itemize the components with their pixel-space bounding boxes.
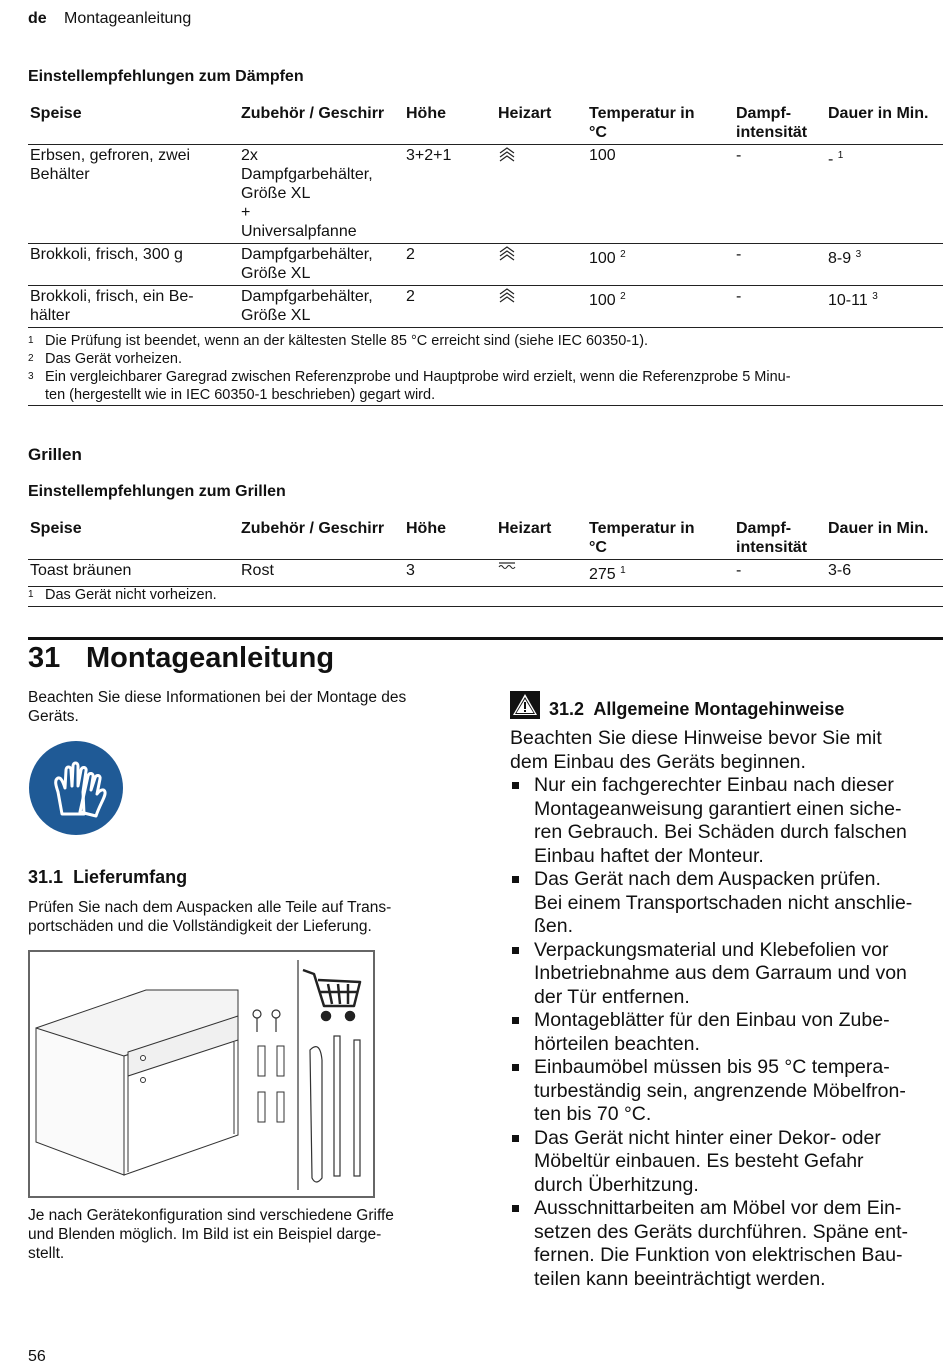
divider xyxy=(28,606,943,607)
page-number: 56 xyxy=(28,1348,46,1365)
installation-notes-list xyxy=(510,774,945,1291)
table-row: Brokkoli, frisch, ein Be- hälter Dampfgarbehälter, Größe XL 2 100 $^2$ - 10-11 $^3$ xyxy=(28,286,943,328)
delivery-scope-illustration xyxy=(28,950,376,1200)
illustration-caption: Je nach Gerätekonfiguration sind verschiedene Griffe und Blenden möglich. Im Bild ist ein Beispiel darge- stellt. xyxy=(28,1207,394,1262)
list-item: Das Gerät nach dem Auspacken prüfen. Bei einem Transportschaden nicht anschlie- ßen. xyxy=(510,868,945,939)
steam-table xyxy=(28,104,943,328)
col-duration: Dauer in Min. xyxy=(828,105,929,122)
list-item: Montageblätter für den Einbau von Zube- hörteilen beachten. xyxy=(510,1009,945,1056)
section-31-1-text: Prüfen Sie nach dem Auspacken alle Teile auf Trans- portschäden und die Vollständigkeit der Lieferung. xyxy=(28,899,392,935)
section-31-2-intro: Beachten Sie diese Hinweise bevor Sie mit dem Einbau des Geräts beginnen. xyxy=(510,727,882,773)
list-item: Ausschnittarbeiten am Möbel vor dem Ein- setzen des Geräts durchführen. Späne ent- fernen. Die Funktion von elektrischen Bau- teilen kann beeinträchtigt werden. xyxy=(510,1197,945,1291)
grill-footnotes xyxy=(28,586,943,604)
steam-icon xyxy=(498,287,516,303)
list-item: Einbaumöbel müssen bis 95 °C tempera- turbeständig sein, angrenzende Möbelfron- ten bis 70 °C. xyxy=(510,1056,945,1127)
table-row: Brokkoli, frisch, 300 g Dampfgarbehälter, Größe XL 2 100 $^2$ - 8-9 $^3$ xyxy=(28,244,943,286)
steam-heading: Einstellempfehlungen zum Dämpfen xyxy=(28,68,304,85)
warning-icon xyxy=(510,691,540,719)
footnote: 2 Das Gerät vorheizen. xyxy=(28,351,183,367)
col-food: Speise xyxy=(30,105,82,122)
col-accessory: Zubehör / Geschirr xyxy=(241,105,385,122)
divider xyxy=(28,405,943,406)
table-row: Erbsen, gefroren, zwei Behälter 2x Dampfgarbehälter, Größe XL + Universalpfanne 3+2+1 100 - - $^1$ xyxy=(28,145,943,244)
steam-footnotes xyxy=(28,332,943,404)
gloves-icon xyxy=(28,740,124,836)
list-item: Nur ein fachgerechter Einbau nach dieser Montageanweisung garantiert einen siche- ren Gebrauch. Bei Schäden durch falschen Einbau haftet der Monteur. xyxy=(510,774,945,868)
col-heating: Heizart xyxy=(498,105,552,122)
col-steam: Dampf- intensität xyxy=(736,105,808,141)
grill-icon xyxy=(498,561,516,577)
steam-icon xyxy=(498,245,516,261)
list-item: Verpackungsmaterial und Klebefolien vor Inbetriebnahme aus dem Garraum und von der Tür entfernen. xyxy=(510,939,945,1010)
grill-heading: Einstellempfehlungen zum Grillen xyxy=(28,483,286,500)
section-31-2-title: 31.2 Allgemeine Montagehinweise xyxy=(549,699,845,719)
steam-icon xyxy=(498,146,516,162)
chapter-title: 31 Montageanleitung xyxy=(28,642,335,674)
col-temp: Temperatur in °C xyxy=(589,105,695,141)
section-31-1-title: 31.1 Lieferumfang xyxy=(28,867,188,887)
col-height: Höhe xyxy=(406,105,446,122)
table-row: Toast bräunen Rost 3 275 $^1$ - 3-6 xyxy=(28,560,943,587)
list-item: Das Gerät nicht hinter einer Dekor- oder Möbeltür einbauen. Es besteht Gefahr durch Überhitzung. xyxy=(510,1127,945,1198)
header-lang: de xyxy=(28,10,47,27)
grill-table xyxy=(28,519,943,587)
chapter-rule xyxy=(28,637,943,640)
grill-title: Grillen xyxy=(28,445,82,464)
steam-table-header xyxy=(28,104,943,145)
footnote: 1 Die Prüfung ist beendet, wenn an der kältesten Stelle 85 °C erreicht sind (siehe IEC 60350-1). xyxy=(28,333,649,349)
header-title: Montageanleitung xyxy=(64,10,192,27)
footnote: 1 Das Gerät nicht vorheizen. xyxy=(28,587,217,603)
grill-table-header: Speise Zubehör / Geschirr Höhe Heizart Temperatur in °C Dampf- intensität Dauer in Min. xyxy=(30,520,929,556)
chapter-intro: Beachten Sie diese Informationen bei der Montage des Geräts. xyxy=(28,689,407,725)
footnote: 3 Ein vergleichbarer Garegrad zwischen Referenzprobe und Hauptprobe wird erzielt, wenn die Referenzprobe 5 Minu- ten (hergestellt wie in IEC 60350-1 beschrieben) gegart wird. xyxy=(28,369,791,403)
